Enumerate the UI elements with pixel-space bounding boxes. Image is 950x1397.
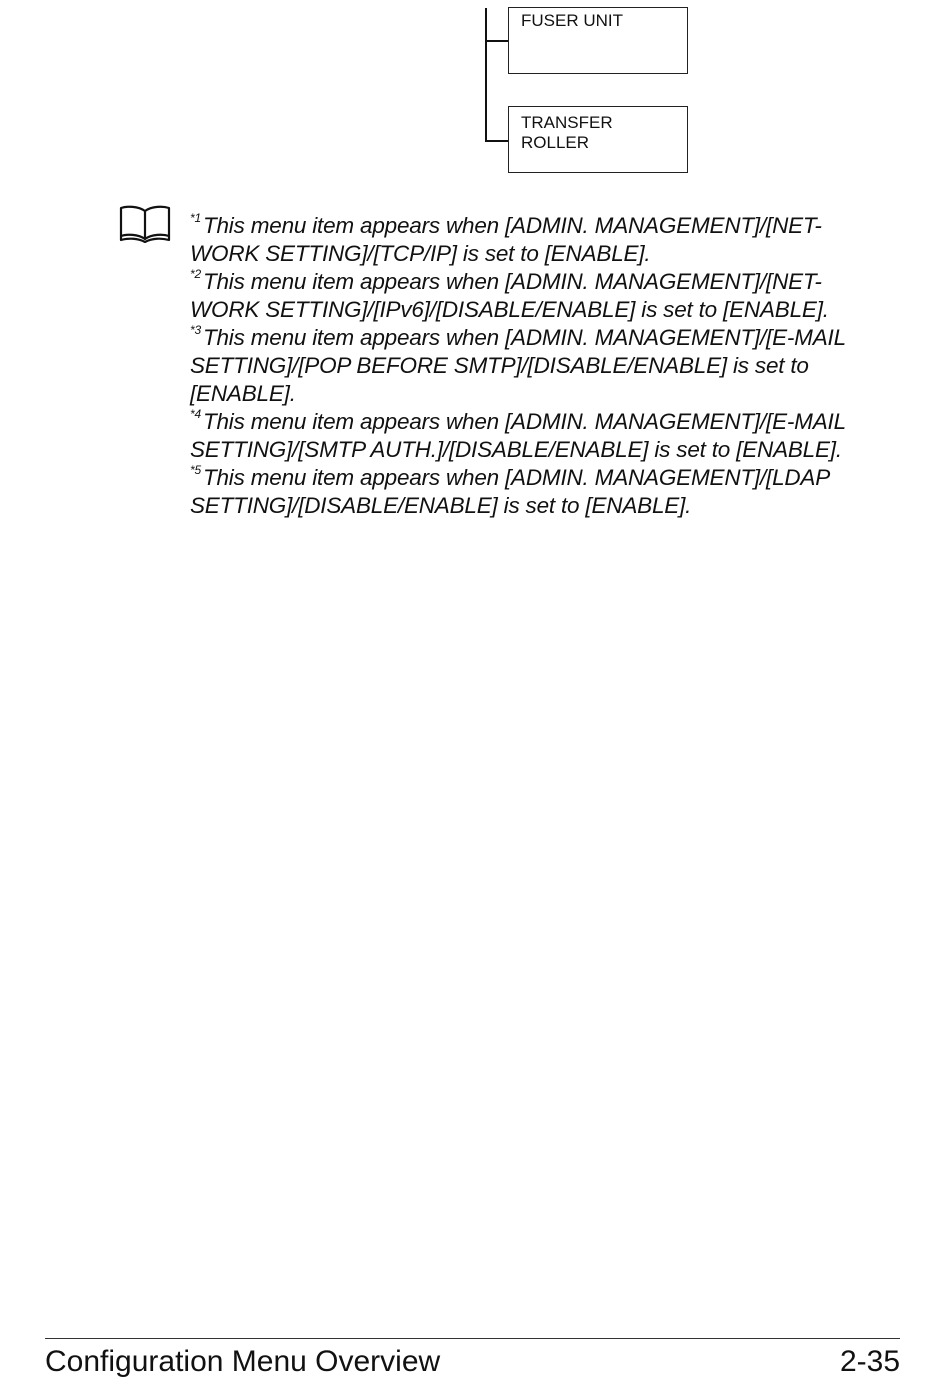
footnote-text: This menu item appears when [ADMIN. MANAGEMENT]/[NET- [202, 213, 822, 238]
footnote-marker: *1 [190, 210, 201, 225]
tree-branch-line [485, 40, 508, 42]
footnote-text: SETTING]/[SMTP AUTH.]/[DISABLE/ENABLE] is set to [ENABLE]. [190, 437, 842, 462]
footnote-1 [190, 212, 890, 268]
tree-trunk-line [485, 8, 487, 141]
page-number: 2-35 [839, 1345, 900, 1378]
book-icon [118, 203, 172, 243]
footnote-text: [ENABLE]. [190, 381, 296, 406]
footnote-5 [190, 464, 890, 520]
footnote-marker: *5 [190, 462, 201, 477]
footer-title: Configuration Menu Overview [45, 1345, 441, 1378]
footnote-text: This menu item appears when [ADMIN. MANAGEMENT]/[E-MAIL [202, 325, 846, 350]
footnote-text: SETTING]/[DISABLE/ENABLE] is set to [ENABLE]. [190, 493, 692, 518]
footnote-3 [190, 324, 890, 408]
footnote-text: This menu item appears when [ADMIN. MANAGEMENT]/[E-MAIL [202, 409, 846, 434]
footnote-marker: *3 [190, 322, 201, 337]
menu-box-label: FUSER UNIT [521, 11, 623, 30]
menu-box-label: TRANSFER [521, 113, 613, 132]
footnote-marker: *4 [190, 406, 201, 421]
tree-branch-line [485, 140, 508, 142]
footnote-2 [190, 268, 890, 324]
footnote-4 [190, 408, 890, 464]
footnote-text: WORK SETTING]/[TCP/IP] is set to [ENABLE]. [190, 241, 651, 266]
footnote-text: WORK SETTING]/[IPv6]/[DISABLE/ENABLE] is set to [ENABLE]. [190, 297, 829, 322]
menu-box-fuser-unit [508, 7, 688, 74]
footnote-text: SETTING]/[POP BEFORE SMTP]/[DISABLE/ENABLE] is set to [190, 353, 809, 378]
footnote-text: This menu item appears when [ADMIN. MANAGEMENT]/[NET- [202, 269, 822, 294]
footnote-marker: *2 [190, 266, 201, 281]
footnote-list [190, 212, 890, 520]
menu-box-label: ROLLER [521, 133, 590, 152]
footnote-text: This menu item appears when [ADMIN. MANAGEMENT]/[LDAP [202, 465, 831, 490]
footer-divider [45, 1338, 900, 1339]
menu-box-transfer-roller [508, 106, 688, 173]
